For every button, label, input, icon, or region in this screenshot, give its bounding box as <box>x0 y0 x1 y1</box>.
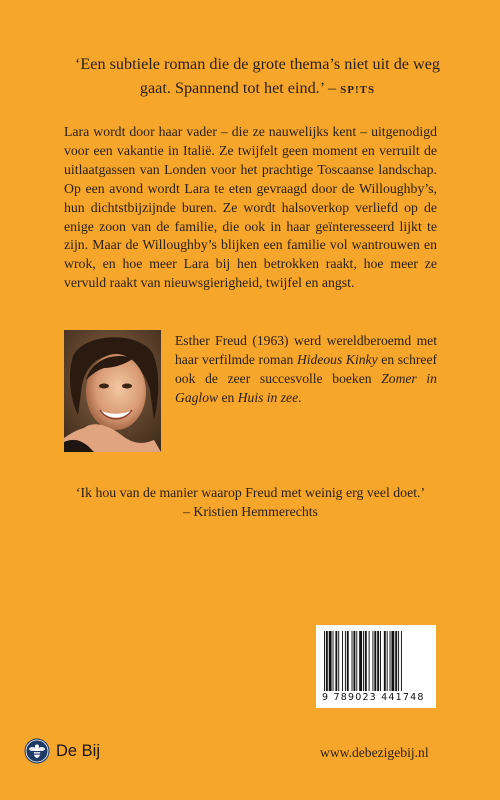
book-blurb: Lara wordt door haar vader – die ze nauwelijks kent – uitgenodigd voor een vakantie in Italië. Ze twijfelt geen moment en verruilt de uitlaatgassen van Londen voor het prachtige Toscaanse landschap. Op een avond wordt Lara te eten gevraagd door de Willoughby’s, hun dichtstbijzijnde buren. Ze wordt halsoverkop verliefd op de enige zoon van de familie, die ook in haar geïnteresseerd lijkt te zijn. Maar de Willoughby’s blijken een familie vol wantrouwen en wrok, en hoe meer Lara bij hen betrokken raakt, hoe meer ze vervuld raakt van nieuwsgierigheid, twijfel en angst. <box>64 124 437 291</box>
barcode-bar <box>352 631 353 691</box>
barcode-bar <box>387 631 388 691</box>
publisher-logo[interactable] <box>24 738 100 764</box>
barcode-bar <box>377 631 379 691</box>
barcode-bar <box>363 631 364 691</box>
barcode-bar <box>359 631 362 691</box>
barcode-bar <box>395 631 397 691</box>
author-portrait-image <box>64 330 161 452</box>
barcode-bar <box>401 631 402 691</box>
barcode-bar <box>390 631 391 691</box>
top-quote-text: ‘Een subtiele roman die de grote thema’s niet uit de weg gaat. Spannend tot het eind.’ – <box>74 55 440 97</box>
bottom-quote-source: – Kristien Hemmerechts <box>183 504 318 519</box>
top-review-quote <box>60 52 455 102</box>
barcode-bar <box>338 631 339 691</box>
barcode-bar <box>347 631 349 691</box>
barcode-bar <box>329 631 332 691</box>
author-bio-text-3: en <box>218 390 238 405</box>
barcode-bar <box>391 631 394 691</box>
barcode-bar <box>398 631 399 691</box>
author-bio-text-2: en schreef ook de zeer succesvolle boeken <box>175 352 438 386</box>
book-title-huis-in-zee: Huis in zee <box>237 390 299 405</box>
barcode-bar <box>374 631 376 691</box>
bee-logo-icon <box>24 738 50 764</box>
bottom-review-quote <box>64 483 437 521</box>
book-title-hideous-kinky: Hideous Kinky <box>296 352 378 367</box>
barcode-bar <box>353 631 355 691</box>
book-title-zomer-in-gaglow: Zomer in Gaglow <box>175 371 437 405</box>
barcode-bar <box>365 631 367 691</box>
author-bio <box>175 331 437 407</box>
barcode-bar <box>356 631 357 691</box>
author-photo <box>64 330 161 452</box>
author-bio-text-1: Esther Freud (1963) werd wereldberoemd met haar verfilmde roman <box>175 333 437 367</box>
publisher-website[interactable]: www.debezigebij.nl <box>320 745 429 760</box>
barcode-bar <box>369 631 370 691</box>
barcode-bar <box>326 631 328 691</box>
barcode-bar <box>324 631 325 691</box>
bottom-quote-text: ‘Ik hou van de manier waarop Freud met weinig erg veel doet.’ <box>75 485 426 500</box>
barcode-bar <box>345 631 346 691</box>
isbn-number: 9 789023 441748 <box>322 692 425 703</box>
barcode-bar <box>372 631 373 691</box>
barcode-bar <box>384 631 386 691</box>
barcode-bar <box>342 631 343 691</box>
author-bio-text-4: . <box>298 390 302 405</box>
publisher-name: De Bij <box>56 741 101 760</box>
barcode-bar <box>333 631 334 691</box>
top-quote-source: SP!TS <box>340 84 376 96</box>
barcode-bar <box>335 631 337 691</box>
barcode-bar <box>380 631 381 691</box>
